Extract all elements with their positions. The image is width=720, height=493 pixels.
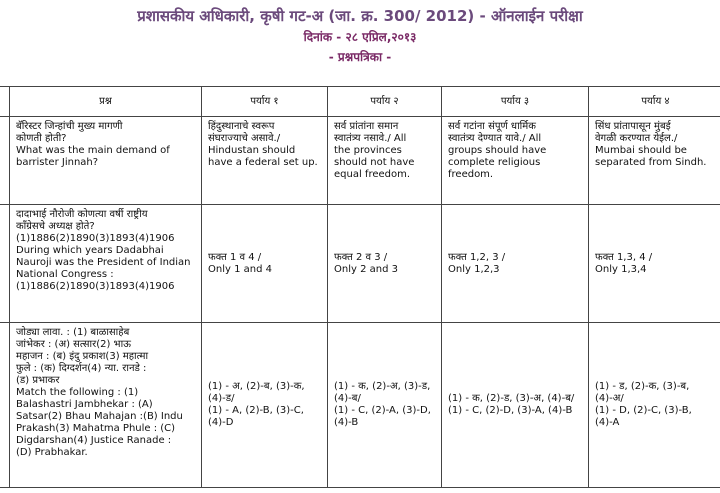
option-2-header: पर्याय २: [328, 87, 442, 117]
option-cell: फक्त 1 व 4 / Only 1 and 4: [202, 205, 328, 323]
option-cell: सर्व प्रांतांना समान स्वातंत्र्य नसावे./ All the provinces should not have equal freedom.: [328, 117, 442, 205]
table-row: [0, 117, 720, 205]
option-cell: फक्त 1,2, 3 / Only 1,2,3: [442, 205, 589, 323]
option-cell: (1) - अ, (2)-ब, (3)-क, (4)-ड/ (1) - A, (2)-B, (3)-C, (4)-D: [202, 323, 328, 488]
paper-subtitle: - प्रश्नपत्रिका -: [328, 50, 392, 64]
option-cell: सिंध प्रांतापासून मुंबई वेगळी करण्यात येईल./ Mumbai should be separated from Sindh.: [589, 117, 720, 205]
option-cell: (1) - क, (2)-अ, (3)-ड, (4)-ब/ (1) - C, (2)-A, (3)-D, (4)-B: [328, 323, 442, 488]
exam-title: प्रशासकीय अधिकारी, कृषी गट-अ (जा. क्र. 300/ 2012) - ऑनलाईन परीक्षा: [137, 7, 583, 25]
option-cell: हिंदुस्थानाचे स्वरूप संघराज्याचे असावे./ Hindustan should have a federal set up.: [202, 117, 328, 205]
option-cell: (1) - ड, (2)-क, (3)-ब, (4)-अ/ (1) - D, (2)-C, (3)-B, (4)-A: [589, 323, 720, 488]
option-3-header: पर्याय ३: [442, 87, 589, 117]
option-cell: सर्व गटांना संपूर्ण धार्मिक स्वातंत्र्य देण्यात यावे./ All groups should have complete religious freedom.: [442, 117, 589, 205]
exam-date: दिनांक - २८ एप्रिल,२०१३: [303, 30, 417, 44]
option-cell: फक्त 2 व 3 / Only 2 and 3: [328, 205, 442, 323]
option-cell: (1) - क, (2)-ड, (3)-अ, (4)-ब/ (1) - C, (2)-D, (3)-A, (4)-B: [442, 323, 589, 488]
row-number-header: [0, 87, 10, 117]
option-cell: फक्त 1,3, 4 / Only 1,3,4: [589, 205, 720, 323]
row-number-cell: [0, 323, 10, 488]
option-1-header: पर्याय १: [202, 87, 328, 117]
table-row: [0, 323, 720, 488]
question-table: [0, 86, 720, 488]
row-number-cell: [0, 205, 10, 323]
table-row: [0, 205, 720, 323]
question-cell: बॅरिस्टर जिन्हांची मुख्य मागणी कोणती होती? What was the main demand of barrister Jinnah?: [10, 117, 202, 205]
option-4-header: पर्याय ४: [589, 87, 720, 117]
table-header-row: [0, 87, 720, 117]
question-header: प्रश्न: [10, 87, 202, 117]
page-header: [0, 0, 720, 80]
question-cell: जोड्या लावा. : (1) बाळासाहेब जांभेकर : (अ) सत्सार(2) भाऊ महाजन : (ब) इंदु प्रकाश(3) महात्मा फुले : (क) दिग्दर्शन(4) न्या. रानडे : (ड) प्रभाकर Match the following : (1) Balashastri Jambhekar : (A) Satsar(2) Bhau Mahajan :(B) Indu Prakash(3) Mahatma Phule : (C) Digdarshan(4) Justice Ranade : (D) Prabhakar.: [10, 323, 202, 488]
question-cell: दादाभाई नौरोजी कोणत्या वर्षी राष्ट्रीय काँग्रेसचे अध्यक्ष होते? (1)1886(2)1890(3)1893(4)1906 During which years Dadabhai Nauroji was the President of Indian National Congress : (1)1886(2)1890(3)1893(4)1906: [10, 205, 202, 323]
row-number-cell: [0, 117, 10, 205]
